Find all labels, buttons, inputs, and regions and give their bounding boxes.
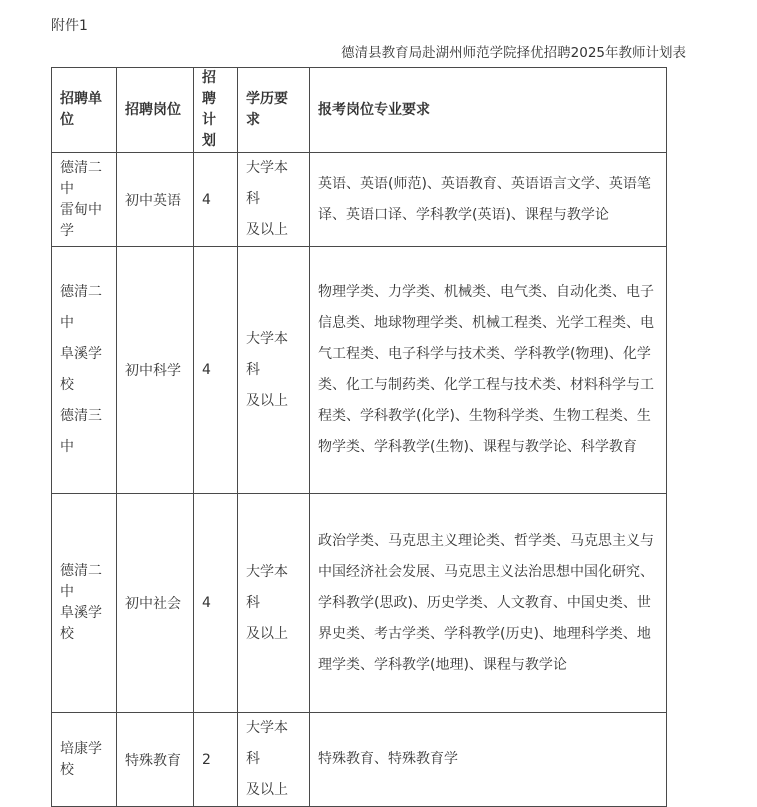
education-line: 大学本科	[246, 563, 288, 611]
unit-line: 德清二中	[60, 563, 102, 600]
table-row	[52, 494, 667, 713]
table-row	[52, 713, 667, 807]
education-line: 及以上	[246, 625, 288, 642]
attachment-label: 附件1	[51, 18, 88, 34]
cell-major	[310, 713, 667, 807]
header-unit: 招聘单位	[52, 68, 117, 153]
education-line: 大学本科	[246, 330, 288, 378]
unit-line: 培康学校	[60, 740, 102, 778]
cell-unit	[52, 153, 117, 247]
header-education: 学历要求	[238, 68, 310, 153]
unit-line: 雷甸中学	[60, 201, 102, 239]
unit-line: 德清三中	[60, 408, 102, 455]
cell-major	[310, 153, 667, 247]
cell-education	[238, 713, 310, 807]
education-line: 大学本科	[246, 720, 288, 767]
education-line: 大学本科	[246, 160, 288, 207]
major-text: 英语、英语(师范)、英语教育、英语语言文学、英语笔译、英语口译、学科教学(英语)、课程与教学论	[318, 175, 651, 223]
header-major: 报考岗位专业要求	[310, 68, 667, 153]
header-plan-line2: 划	[202, 133, 216, 149]
major-text: 政治学类、马克思主义理论类、哲学类、马克思主义与中国经济社会发展、马克思主义法治思想中国化研究、学科教学(思政)、历史学类、人文教育、中国史类、世界史类、考古学类、学科教学(历史)、地理科学类、地理学类、学科教学(地理)、课程与教学论	[318, 532, 654, 673]
cell-plan: 4	[194, 247, 238, 494]
header-plan-line1: 招聘计	[202, 70, 216, 128]
table-header-row	[52, 68, 667, 153]
education-line: 及以上	[246, 392, 288, 409]
document-title: 德清县教育局赴湖州师范学院择优招聘2025年教师计划表	[341, 45, 686, 61]
cell-plan: 4	[194, 494, 238, 713]
education-line: 及以上	[246, 222, 288, 238]
header-post: 招聘岗位	[117, 68, 194, 153]
education-line: 及以上	[246, 782, 288, 798]
cell-plan: 4	[194, 153, 238, 247]
unit-line: 阜溪学校	[60, 605, 102, 642]
cell-unit	[52, 713, 117, 807]
header-plan	[194, 68, 238, 153]
cell-education	[238, 247, 310, 494]
cell-post: 初中科学	[117, 247, 194, 494]
table-row	[52, 247, 667, 494]
unit-line: 德清二中	[60, 159, 102, 197]
cell-major	[310, 247, 667, 494]
cell-major	[310, 494, 667, 713]
major-text: 物理学类、力学类、机械类、电气类、自动化类、电子信息类、地球物理学类、机械工程类、光学工程类、电气工程类、电子科学与技术类、学科教学(物理)、化学类、化工与制药类、化学工程与技术类、材料科学与工程类、学科教学(化学)、生物科学类、生物工程类、生物学类、学科教学(生物)、课程与教学论、科学教育	[318, 284, 654, 455]
cell-unit	[52, 494, 117, 713]
table-row	[52, 153, 667, 247]
unit-line: 德清二中	[60, 284, 102, 331]
unit-line: 阜溪学校	[60, 346, 102, 393]
cell-post: 特殊教育	[117, 713, 194, 807]
cell-education	[238, 153, 310, 247]
recruitment-plan-table	[51, 67, 667, 807]
cell-post: 初中社会	[117, 494, 194, 713]
major-text: 特殊教育、特殊教育学	[318, 751, 458, 767]
cell-post: 初中英语	[117, 153, 194, 247]
cell-unit	[52, 247, 117, 494]
cell-plan: 2	[194, 713, 238, 807]
cell-education	[238, 494, 310, 713]
